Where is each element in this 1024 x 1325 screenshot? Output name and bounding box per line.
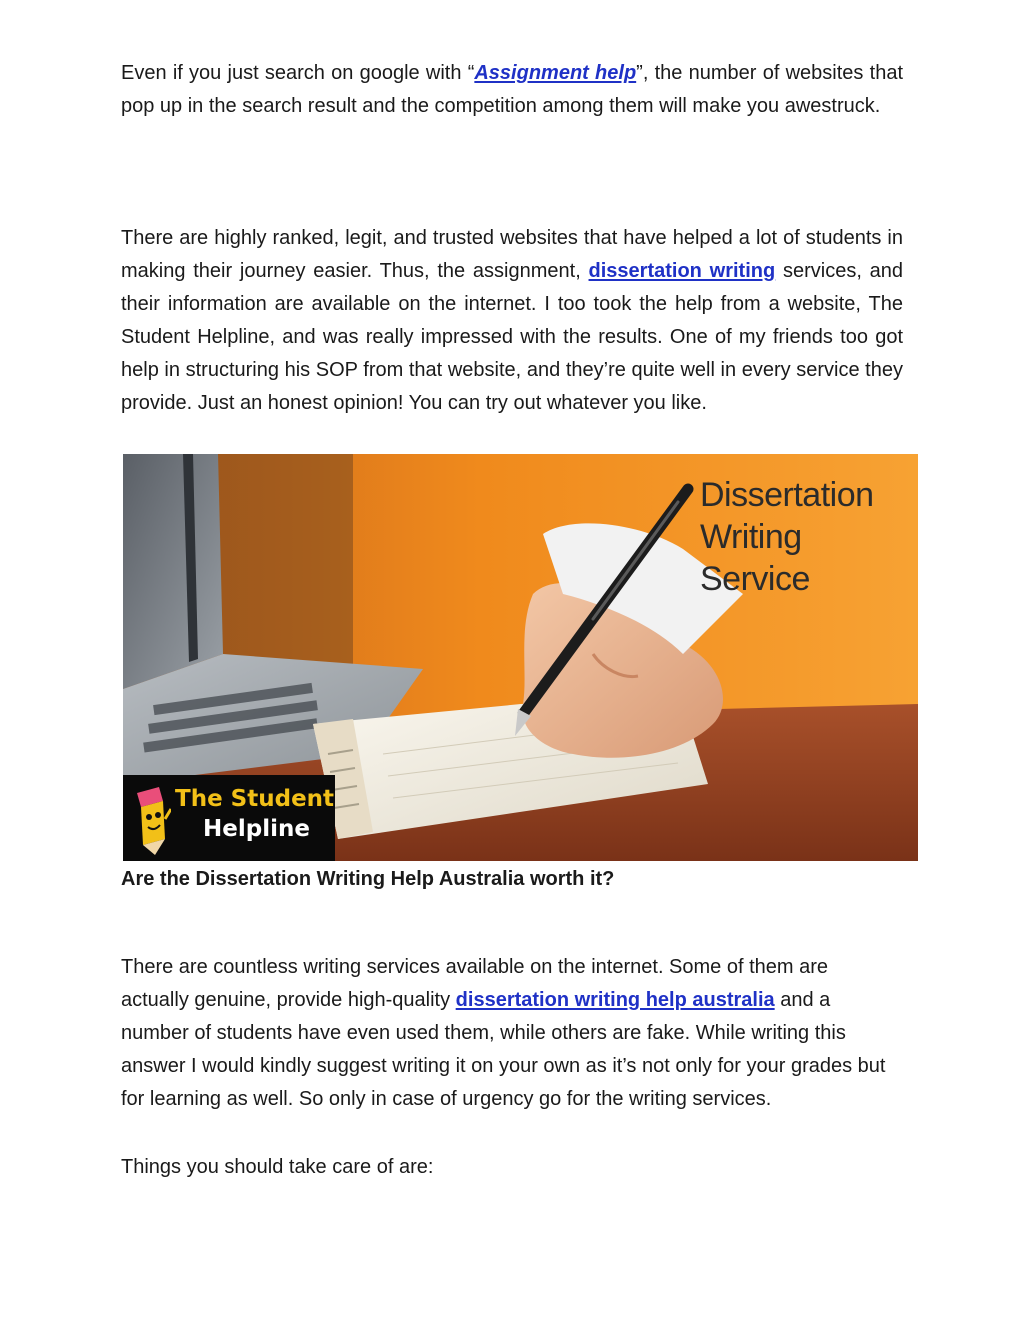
logo-text-line2: Helpline	[203, 816, 310, 842]
logo-text-line1: The Student	[175, 786, 335, 812]
laptop-lid	[123, 454, 223, 689]
dissertation-service-banner	[123, 454, 918, 861]
banner-title	[700, 474, 918, 600]
websites-paragraph	[121, 222, 903, 420]
banner-title-line2: Writing Service	[700, 518, 810, 598]
services-text-before: There are countless writing services available on the internet. Some of them are actually genuine, provide high-quality	[121, 956, 829, 1011]
care-list-intro: Things you should take care of are:	[121, 1156, 434, 1178]
banner-title-line1: Dissertation	[700, 476, 874, 514]
services-paragraph	[121, 951, 891, 1116]
pencil-mascot-icon	[129, 783, 171, 855]
dissertation-writing-link[interactable]: dissertation writing	[588, 260, 776, 282]
services-text-after: and a number of students have even used them, while others are fake. While writing this answer I would kindly suggest writing it on your own as it’s not only for your grades but for learning as well. So only in case of urgency go for the writing services.	[121, 989, 886, 1110]
websites-text-before: There are highly ranked, legit, and trusted websites that have helped a lot of students in making their journey easier. Thus, the assignment,	[121, 227, 903, 282]
dissertation-help-australia-link[interactable]: dissertation writing help australia	[455, 989, 775, 1011]
assignment-help-link[interactable]: Assignment help	[474, 62, 637, 84]
intro-text-after: ”, the number of websites that pop up in the search result and the competition among them will make you awestruck.	[121, 62, 904, 117]
intro-paragraph	[121, 57, 903, 123]
student-helpline-logo	[123, 775, 335, 861]
section-heading: Are the Dissertation Writing Help Australia worth it?	[121, 868, 615, 890]
intro-text-before: Even if you just search on google with “	[121, 62, 475, 84]
websites-text-after: services, and their information are available on the internet. I too took the help from a website, The Student Helpline, and was really impressed with the results. One of my friends too got help in structuring his SOP from that website, and they’re quite well in every service they provide. Just an honest opinion! You can try out whatever you like.	[121, 260, 904, 414]
